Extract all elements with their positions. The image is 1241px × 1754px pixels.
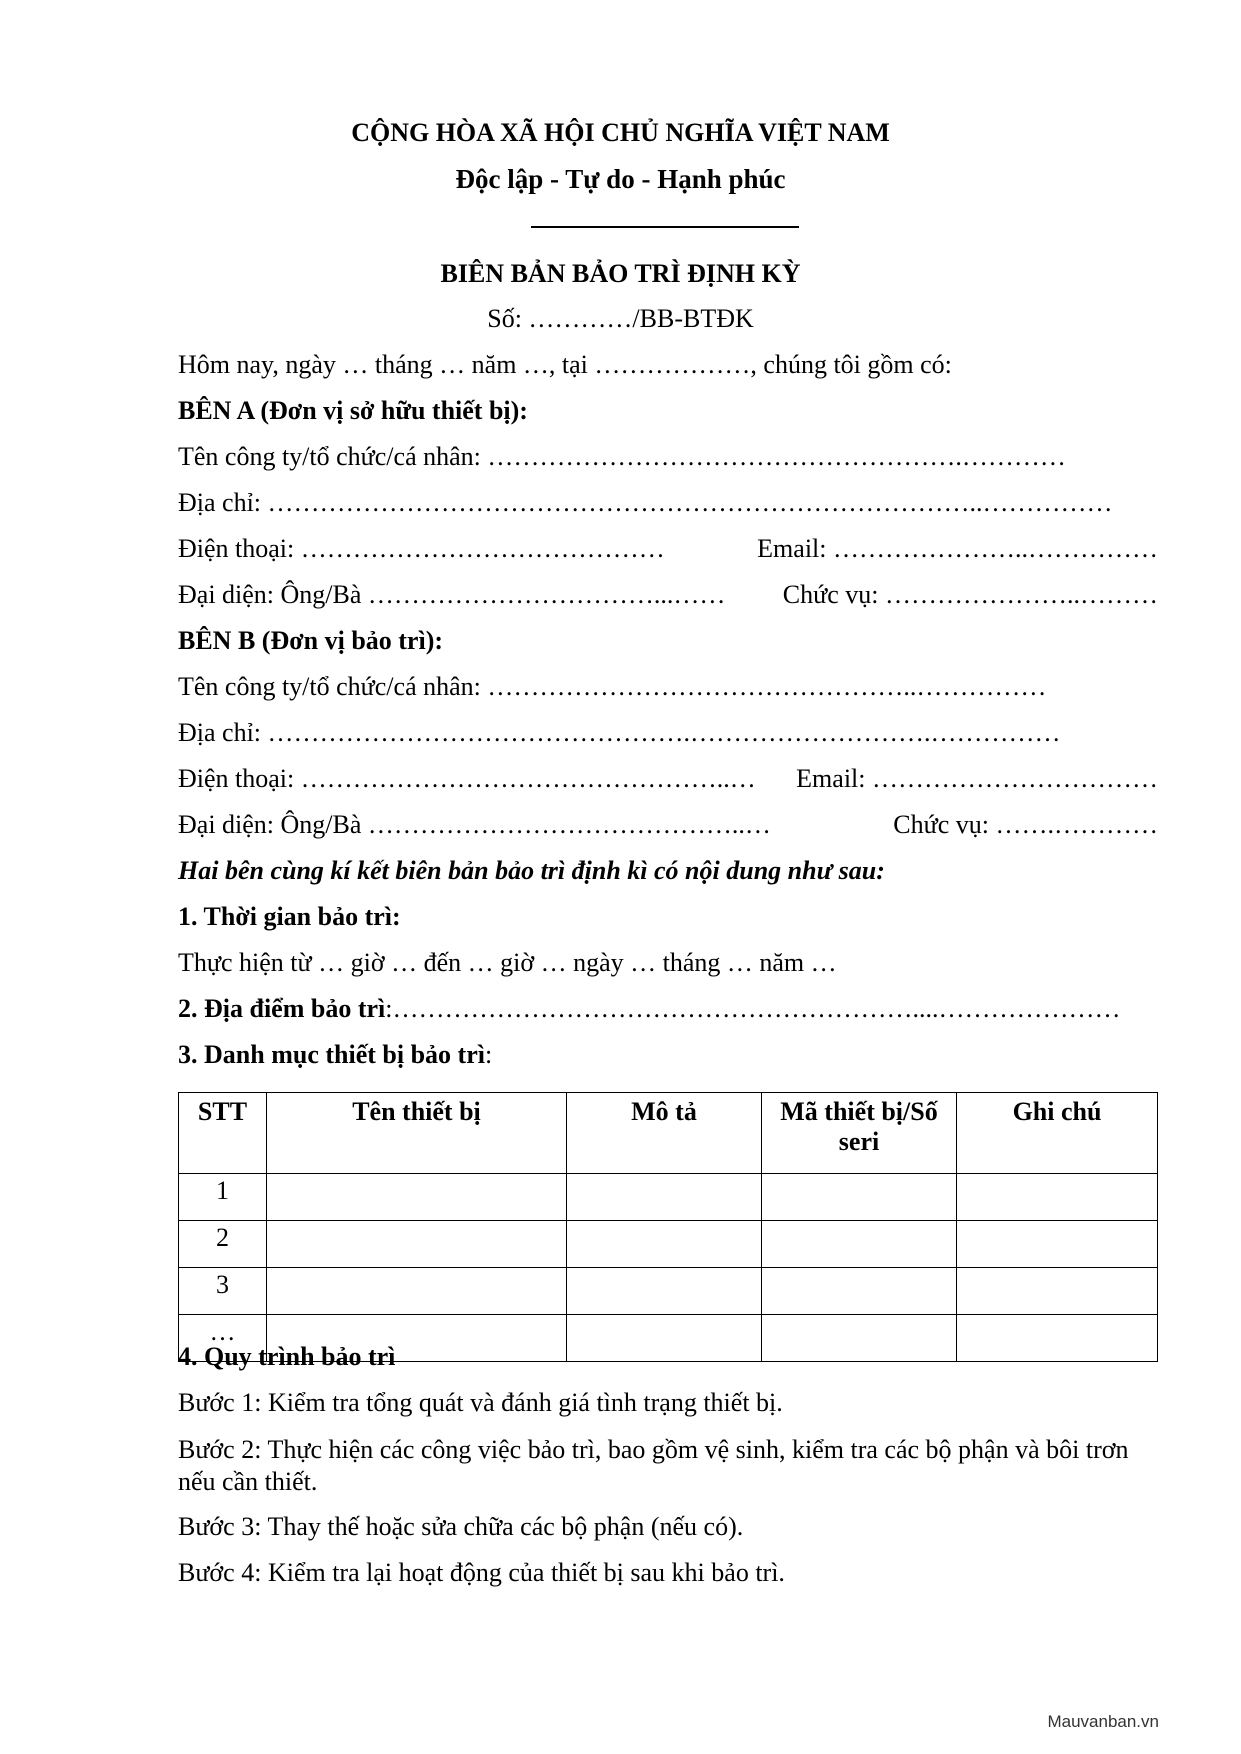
step-1: Bước 1: Kiểm tra tổng quát và đánh giá tình trạng thiết bị. <box>178 1388 783 1417</box>
section-2-row <box>178 994 1158 1024</box>
column-header-notes: Ghi chú <box>957 1093 1158 1174</box>
party-a-rep-row <box>178 580 1158 610</box>
party-a-company: Tên công ty/tổ chức/cá nhân: ……………………………………………….………… <box>178 442 1066 471</box>
table-row <box>179 1268 1158 1315</box>
party-a-contact-row <box>178 534 1158 564</box>
party-b-contact-row <box>178 764 1158 794</box>
device-code-cell[interactable] <box>762 1174 957 1221</box>
notes-cell[interactable] <box>957 1221 1158 1268</box>
table-header-row <box>179 1093 1158 1174</box>
watermark: Mauvanban.vn <box>1047 1712 1159 1731</box>
row-number: 2 <box>179 1221 267 1268</box>
agreement-statement: Hai bên cùng kí kết biên bản bảo trì định kì có nội dung như sau: <box>178 856 885 885</box>
party-b-phone: Điện thoại: …………………………………………..… <box>178 764 756 793</box>
section-1-heading: 1. Thời gian bảo trì: <box>178 902 401 931</box>
section-2-text: :……………………………………………………....………………… <box>385 994 1121 1023</box>
description-cell[interactable] <box>567 1174 762 1221</box>
party-a-position: Chức vụ: …………………..……… <box>782 580 1158 609</box>
party-b-heading: BÊN B (Đơn vị bảo trì): <box>178 626 444 655</box>
notes-cell[interactable] <box>957 1174 1158 1221</box>
column-header-description: Mô tả <box>567 1093 762 1174</box>
party-a-representative: Đại diện: Ông/Bà ……………………………...…… <box>178 580 726 609</box>
device-name-cell[interactable] <box>267 1268 567 1315</box>
intro-line: Hôm nay, ngày … tháng … năm …, tại ………………, chúng tôi gồm có: <box>178 350 952 379</box>
device-table <box>178 1092 1158 1362</box>
party-b-representative: Đại diện: Ông/Bà ……………………………………..… <box>178 810 771 839</box>
section-4-heading: 4. Quy trình bảo trì <box>178 1342 396 1371</box>
section-1-text: Thực hiện từ … giờ … đến … giờ … ngày … tháng … năm … <box>178 948 837 977</box>
notes-cell[interactable] <box>957 1268 1158 1315</box>
row-number: 1 <box>179 1174 267 1221</box>
section-3-heading: 3. Danh mục thiết bị bảo trì <box>178 1040 485 1069</box>
document-title: BIÊN BẢN BẢO TRÌ ĐỊNH KỲ <box>440 259 801 288</box>
row-number: … <box>179 1315 267 1362</box>
document-number: Số: …………/BB-BTĐK <box>487 304 754 333</box>
section-3-colon: : <box>484 1040 493 1069</box>
party-a-phone: Điện thoại: …………………………………… <box>178 534 665 563</box>
step-2: Bước 2: Thực hiện các công việc bảo trì, bao gồm vệ sinh, kiểm tra các bộ phận và bôi trơn nếu cần thiết. <box>178 1435 1129 1496</box>
table-row <box>179 1221 1158 1268</box>
section-3-row <box>178 1040 1158 1070</box>
section-2-heading: 2. Địa điểm bảo trì <box>178 994 386 1023</box>
party-b-address: Địa chỉ: ………………………………………….……………………….…………… <box>178 718 1061 747</box>
device-name-cell[interactable] <box>267 1221 567 1268</box>
column-header-device-code: Mã thiết bị/Số seri <box>762 1093 957 1174</box>
device-name-cell[interactable] <box>267 1174 567 1221</box>
step-4: Bước 4: Kiểm tra lại hoạt động của thiết bị sau khi bảo trì. <box>178 1558 785 1587</box>
row-number: 3 <box>179 1268 267 1315</box>
description-cell[interactable] <box>567 1221 762 1268</box>
table-row <box>179 1174 1158 1221</box>
column-header-stt: STT <box>179 1093 267 1174</box>
party-a-heading: BÊN A (Đơn vị sở hữu thiết bị): <box>178 396 528 425</box>
column-header-device-name: Tên thiết bị <box>267 1093 567 1174</box>
step-3: Bước 3: Thay thế hoặc sửa chữa các bộ phận (nếu có). <box>178 1512 744 1541</box>
header-divider <box>531 226 799 228</box>
description-cell[interactable] <box>567 1268 762 1315</box>
party-a-email: Email: …………………..…………… <box>757 534 1158 563</box>
device-code-cell[interactable] <box>762 1268 957 1315</box>
party-b-company: Tên công ty/tổ chức/cá nhân: …………………………………………..…………… <box>178 672 1047 701</box>
country-header: CỘNG HÒA XÃ HỘI CHỦ NGHĨA VIỆT NAM <box>351 118 890 147</box>
device-code-cell[interactable] <box>762 1221 957 1268</box>
motto: Độc lập - Tự do - Hạnh phúc <box>455 164 786 194</box>
party-b-position: Chức vụ: …….………… <box>893 810 1158 839</box>
party-b-email: Email: …………………………… <box>796 764 1158 793</box>
party-b-rep-row <box>178 810 1158 840</box>
party-a-address: Địa chỉ: ………………………………………………………………………..…………… <box>178 488 1113 517</box>
